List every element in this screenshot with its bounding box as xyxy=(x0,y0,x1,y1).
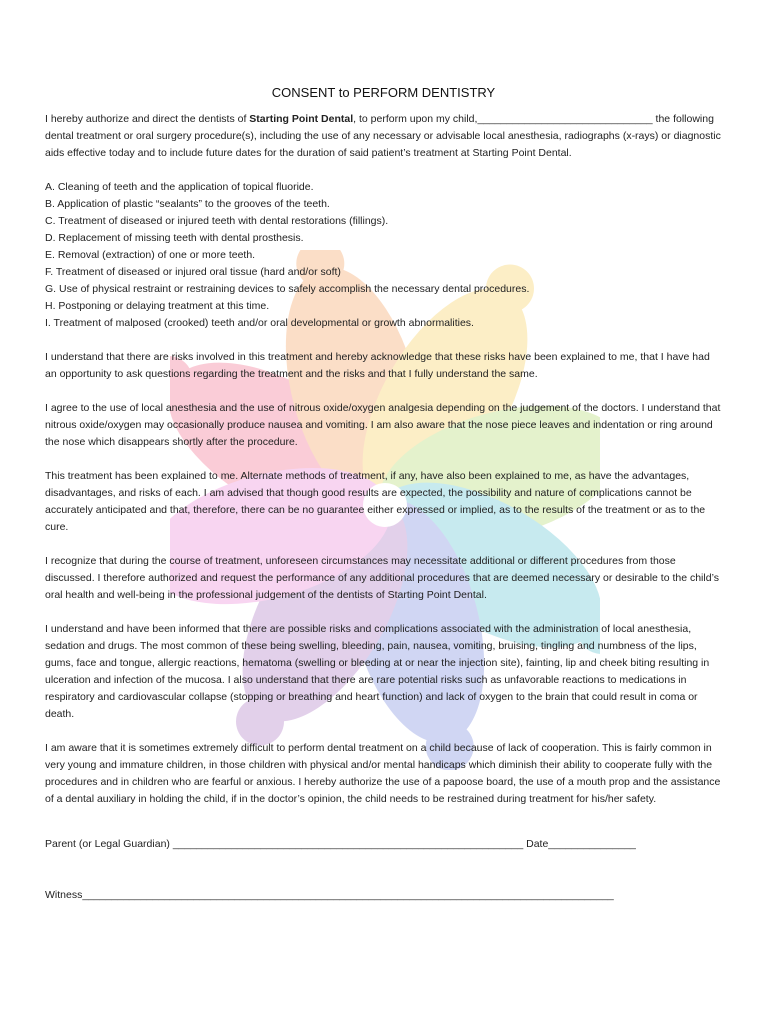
intro-paragraph xyxy=(45,111,722,162)
procedure-list xyxy=(45,179,722,332)
intro-text-end: , to perform upon my child,______________________________ the following dental treatment or oral surgery procedure(s), including the use of any necessary or advisable local anesthesia, radiographs (x-rays) or diagnostic aids effective today and to include future dates for the duration of said patient’s treatment at Starting Point Dental. xyxy=(45,113,721,159)
procedure-item: I. Treatment of malposed (crooked) teeth and/or oral developmental or growth abnormalities. xyxy=(45,317,474,329)
procedure-item: G. Use of physical restraint or restraining devices to safely accomplish the necessary dental procedures. xyxy=(45,283,530,295)
procedure-item: A. Cleaning of teeth and the application of topical fluoride. xyxy=(45,181,314,193)
page-title: CONSENT to PERFORM DENTISTRY xyxy=(271,85,496,100)
cooperation-paragraph: I am aware that it is sometimes extremely difficult to perform dental treatment on a child because of lack of cooperation. This is fairly common in very young and immature children, in those children with physical and/or mental handicaps which diminish their ability to cooperate fully with the procedures and in children who are fearful or anxious. I hereby authorize the use of a papoose board, the use of a mouth prop and the assistance of a dental auxiliary in holding the child, if in the doctor’s opinion, the child needs to be restrained during treatment for his/her safety. xyxy=(45,742,721,805)
witness-signature-line[interactable]: Witness___________________________________________________________________________________________ xyxy=(45,889,614,901)
procedure-item: F. Treatment of diseased or injured oral tissue (hard and/or soft) xyxy=(45,266,341,278)
procedure-item: H. Postponing or delaying treatment at this time. xyxy=(45,300,270,312)
anesthesia-paragraph: I agree to the use of local anesthesia and the use of nitrous oxide/oxygen analgesia depending on the judgement of the doctors. I understand that nitrous oxide/oxygen may occasionally produce nausea and vomiting. I am also aware that the nose piece leaves and indentation or ring around the nose which disappears shortly after the procedure. xyxy=(45,402,721,448)
risks-paragraph: I understand that there are risks involved in this treatment and hereby acknowledge that these risks have been explained to me, that I have had an opportunity to ask questions regarding the treatment and the risks and that I fully understand the same. xyxy=(45,351,710,380)
parent-signature-line[interactable]: Parent (or Legal Guardian) ____________________________________________________________ Date_______________ xyxy=(45,838,636,850)
explanation-paragraph: This treatment has been explained to me. Alternate methods of treatment, if any, have also been explained to me, as have the advantages, disadvantages, and risks of each. I am advised that though good results are expected, the possibility and nature of complications cannot be accurately anticipated and that, therefore, there can be no guarantee either expressed or implied, as to the results of the treatment or as to the cure. xyxy=(45,470,706,533)
complications-paragraph: I understand and have been informed that there are possible risks and complications associated with the administration of local anesthesia, sedation and drugs. The most common of these being swelling, bleeding, pain, nausea, vomiting, bruising, tingling and numbness of the lips, gums, face and tongue, allergic reactions, hematoma (swelling or bleeding at or near the injection site), fainting, lip and cheek biting resulting in ulceration and infection of the mucosa. I also understand that there are rare potential risks such as unfavorable reactions to medications in respiratory and cardiovascular collapse (stopping or breathing and heart function) and lack of oxygen to the brain that could result in coma or death. xyxy=(45,623,710,720)
procedure-item: C. Treatment of diseased or injured teeth with dental restorations (fillings). xyxy=(45,215,389,227)
intro-text-start: I hereby authorize and direct the dentists of xyxy=(45,113,250,125)
unforeseen-paragraph: I recognize that during the course of treatment, unforeseen circumstances may necessitate additional or different procedures from those discussed. I therefore authorized and request the performance of any additional procedures that are deemed necessary or desirable to the child’s oral health and well-being in the professional judgement of the dentists of Starting Point Dental. xyxy=(45,555,719,601)
procedure-item: E. Removal (extraction) of one or more teeth. xyxy=(45,249,256,261)
practice-name: Starting Point Dental xyxy=(249,113,354,125)
procedure-item: B. Application of plastic “sealants” to the grooves of the teeth. xyxy=(45,198,330,210)
procedure-item: D. Replacement of missing teeth with dental prosthesis. xyxy=(45,232,304,244)
